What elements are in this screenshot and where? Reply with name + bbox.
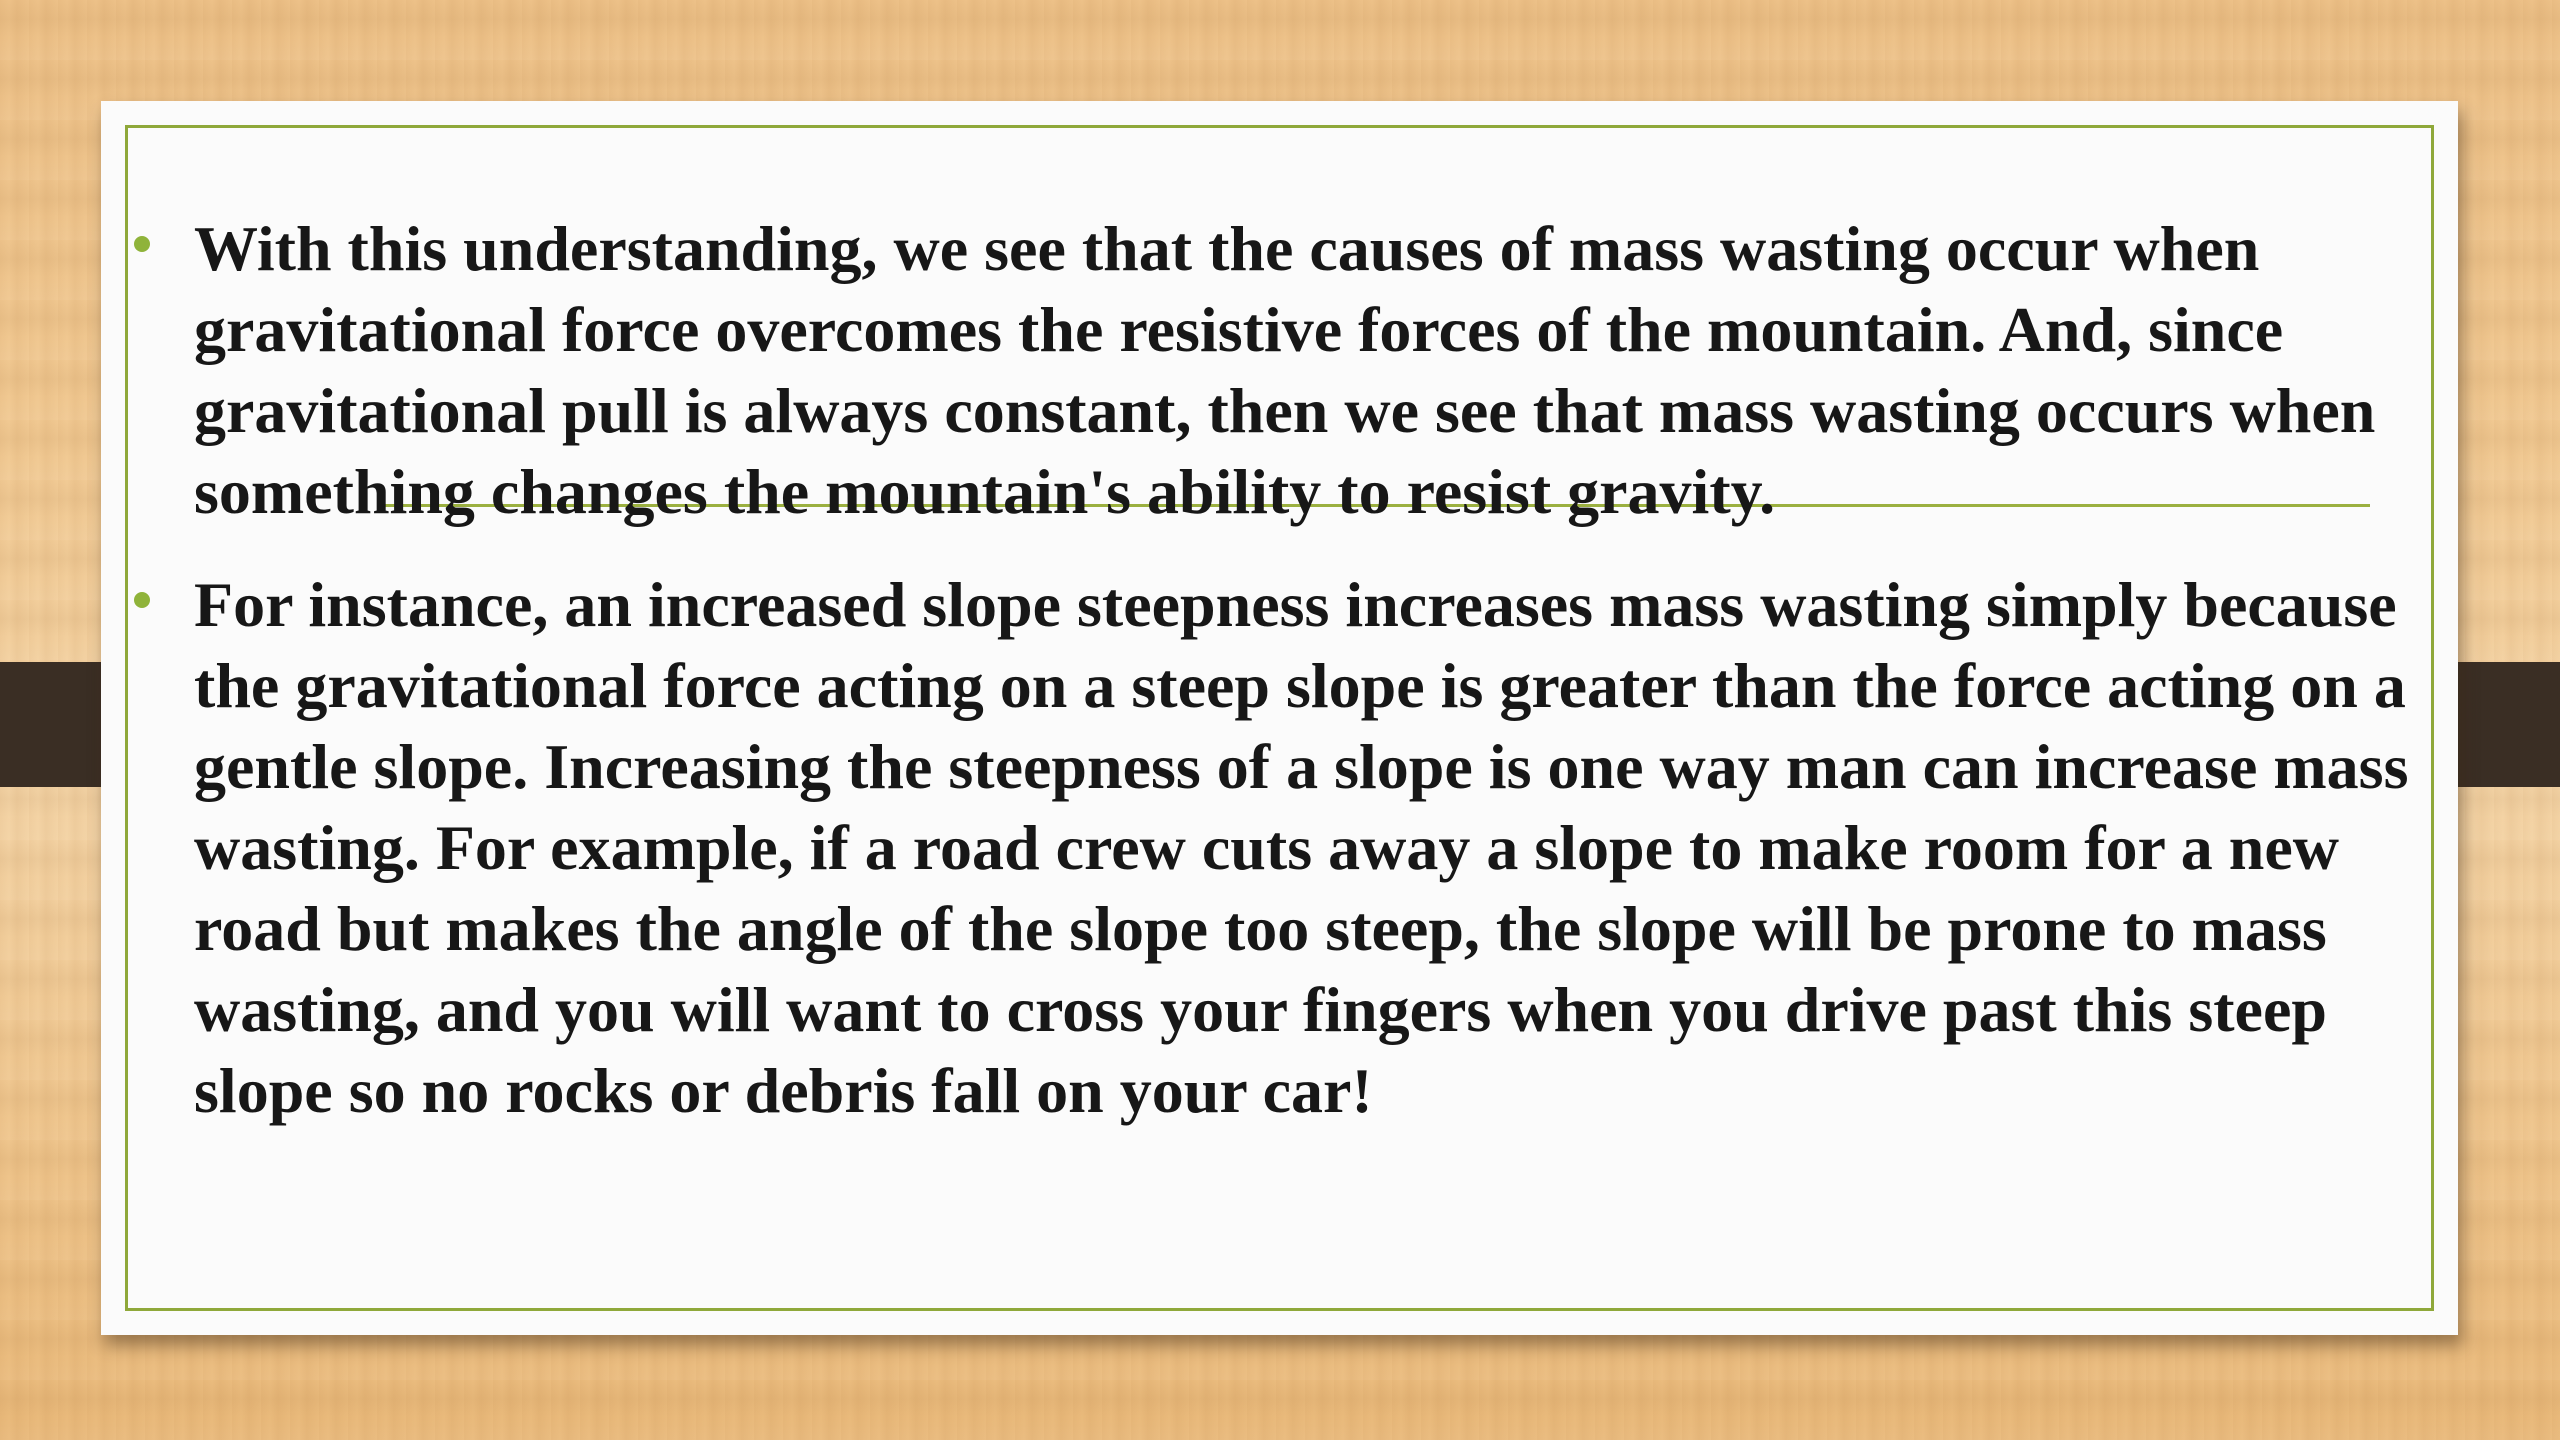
bullet-dot-icon [134,592,150,608]
slide-card [101,101,2458,1335]
bullet-point-2 [132,564,2432,1131]
slide-body [132,208,2432,1131]
bullet-dot-icon [134,236,150,252]
bullet-point-1 [132,208,2432,532]
bullet-text-1: With this understanding, we see that the causes of mass wasting occur when gravitational force overcomes the resistive forces of the mountain. And, since gravitational pull is always constant, then we see that mass wasting occurs when something changes the mountain's ability to resist gravity. [194,213,2376,527]
bullet-text-2: For instance, an increased slope steepness increases mass wasting simply because the gravitational force acting on a steep slope is greater than the force acting on a gentle slope. Increasing the steepness of a slope is one way man can increase mass wasting. For example, if a road crew cuts away a slope to make room for a new road but makes the angle of the slope too steep, the slope will be prone to mass wasting, and you will want to cross your fingers when you drive past this steep slope so no rocks or debris fall on your car! [194,569,2409,1126]
